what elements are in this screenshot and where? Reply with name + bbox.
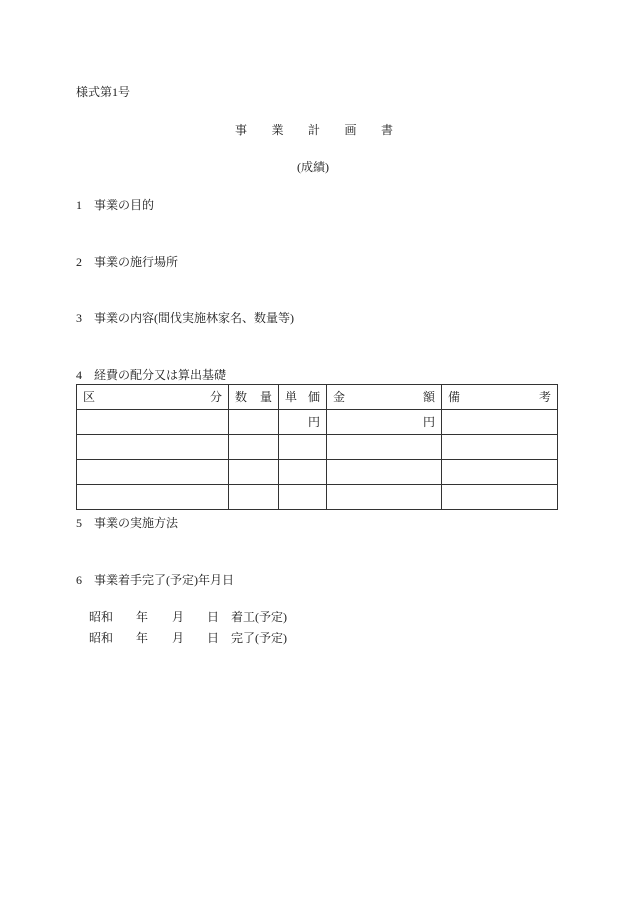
header-char: 区 bbox=[83, 390, 96, 404]
title-char: 書 bbox=[381, 123, 394, 137]
cell-category bbox=[77, 435, 229, 460]
date-month: 月 bbox=[172, 610, 185, 624]
section-label: 事業の実施方法 bbox=[94, 516, 179, 530]
date-era: 昭和 bbox=[89, 631, 114, 645]
cell-amount bbox=[327, 435, 442, 460]
date-year: 年 bbox=[136, 610, 149, 624]
header-char: 金 bbox=[333, 390, 346, 404]
section-1-purpose bbox=[76, 199, 154, 211]
table-row bbox=[77, 485, 558, 510]
section-number: 6 bbox=[76, 573, 82, 587]
date-month: 月 bbox=[172, 631, 185, 645]
section-number: 3 bbox=[76, 311, 82, 325]
completion-date-line bbox=[89, 632, 309, 644]
header-category bbox=[77, 385, 229, 410]
header-amount bbox=[327, 385, 442, 410]
cell-unit-price bbox=[279, 435, 327, 460]
header-unit-price bbox=[279, 385, 327, 410]
cell-amount bbox=[327, 460, 442, 485]
title-char: 業 bbox=[271, 123, 284, 137]
section-3-content bbox=[76, 312, 294, 324]
title-char: 計 bbox=[308, 123, 321, 137]
date-day: 日 bbox=[207, 610, 220, 624]
section-5-method bbox=[76, 517, 178, 529]
table-row bbox=[77, 460, 558, 485]
section-label: 事業着手完了(予定)年月日 bbox=[94, 573, 234, 587]
cell-unit-price: 円 bbox=[279, 410, 327, 435]
section-label: 事業の内容(間伐実施林家名、数量等) bbox=[94, 311, 294, 325]
section-4-budget bbox=[76, 369, 226, 381]
cell-remarks bbox=[442, 410, 558, 435]
form-number: 様式第1号 bbox=[76, 85, 131, 99]
table-row bbox=[77, 410, 558, 435]
cell-quantity bbox=[229, 435, 279, 460]
cell-category bbox=[77, 410, 229, 435]
cell-remarks bbox=[442, 485, 558, 510]
table-row bbox=[77, 435, 558, 460]
cell-remarks bbox=[442, 435, 558, 460]
cell-amount: 円 bbox=[327, 410, 442, 435]
header-char: 価 bbox=[307, 390, 320, 404]
start-date-line bbox=[89, 611, 309, 623]
section-number: 1 bbox=[76, 198, 82, 212]
cell-remarks bbox=[442, 460, 558, 485]
cell-category bbox=[77, 485, 229, 510]
document-subtitle: (成績) bbox=[297, 160, 329, 174]
cell-quantity bbox=[229, 460, 279, 485]
header-char: 数 bbox=[235, 390, 248, 404]
date-year: 年 bbox=[136, 631, 149, 645]
header-char: 考 bbox=[538, 390, 551, 404]
date-era: 昭和 bbox=[89, 610, 114, 624]
section-label: 事業の施行場所 bbox=[94, 255, 179, 269]
section-label: 経費の配分又は算出基礎 bbox=[94, 368, 227, 382]
title-char: 事 bbox=[235, 123, 248, 137]
cell-quantity bbox=[229, 485, 279, 510]
section-label: 事業の目的 bbox=[94, 198, 155, 212]
cell-quantity bbox=[229, 410, 279, 435]
title-char: 画 bbox=[344, 123, 357, 137]
section-2-location bbox=[76, 256, 178, 268]
section-number: 4 bbox=[76, 368, 82, 382]
header-char: 備 bbox=[448, 390, 461, 404]
cell-unit-price bbox=[279, 460, 327, 485]
cell-category bbox=[77, 460, 229, 485]
date-day: 日 bbox=[207, 631, 220, 645]
section-number: 2 bbox=[76, 255, 82, 269]
table-header-row bbox=[77, 385, 558, 410]
header-char: 量 bbox=[259, 390, 272, 404]
budget-table bbox=[76, 384, 558, 510]
date-label: 完了(予定) bbox=[231, 631, 287, 645]
header-char: 額 bbox=[422, 390, 435, 404]
cell-amount bbox=[327, 485, 442, 510]
header-quantity bbox=[229, 385, 279, 410]
cell-unit-price bbox=[279, 485, 327, 510]
date-label: 着工(予定) bbox=[231, 610, 287, 624]
section-number: 5 bbox=[76, 516, 82, 530]
header-remarks bbox=[442, 385, 558, 410]
section-6-schedule bbox=[76, 574, 234, 586]
header-char: 単 bbox=[285, 390, 298, 404]
document-title bbox=[235, 124, 393, 136]
header-char: 分 bbox=[209, 390, 222, 404]
